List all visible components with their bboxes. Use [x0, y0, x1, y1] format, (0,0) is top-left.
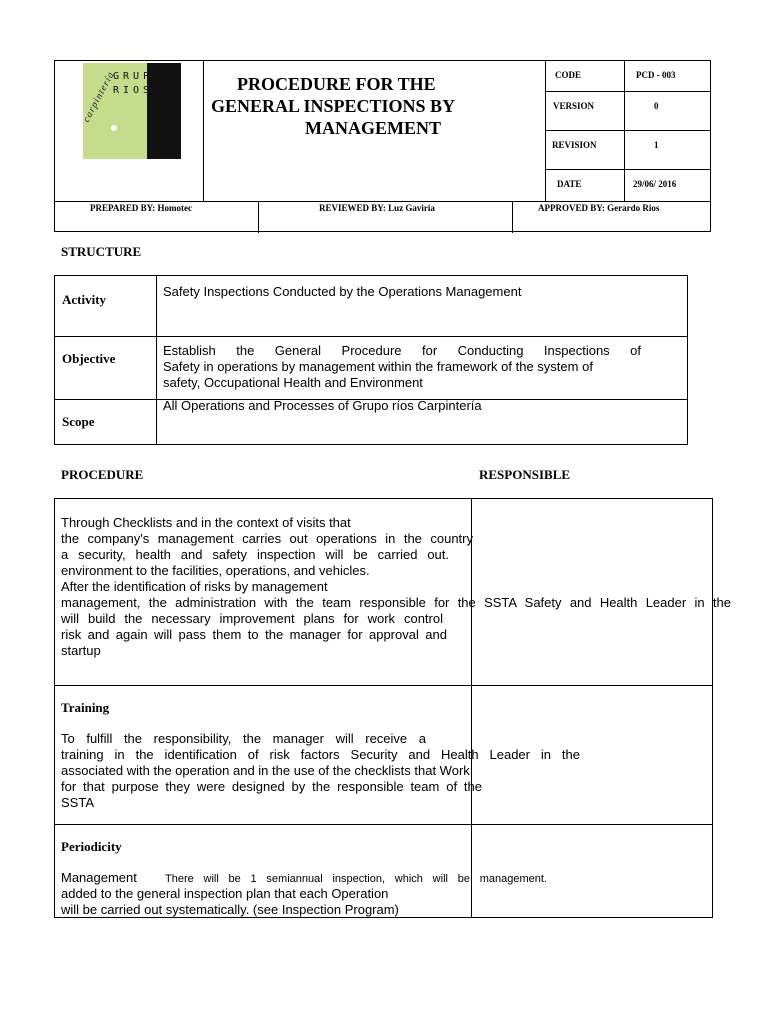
- title-line-1: PROCEDURE FOR THE: [237, 74, 436, 94]
- periodicity-label: Periodicity: [61, 839, 122, 854]
- meta-value: 29/06/ 2016: [633, 179, 677, 189]
- meta-key: REVISION: [545, 131, 625, 169]
- training-label: Training: [61, 700, 110, 715]
- objective-text: Establish the General Procedure for Conducting Inspections of Safety in operations by management within the framework of the system of safety, Occupational Health and Environment: [163, 343, 641, 390]
- scope-label: Scope: [62, 414, 95, 429]
- objective-label: Objective: [62, 351, 116, 366]
- document-meta: [545, 61, 710, 201]
- meta-value: 0: [654, 101, 659, 111]
- title-line-2: GENERAL INSPECTIONS BY: [211, 96, 456, 116]
- meta-key: VERSION: [545, 92, 625, 130]
- column-divider: [156, 276, 157, 444]
- prepared-by-cell: [55, 202, 259, 233]
- training-text: To fulfill the responsibility, the manager will receive a training in the identification of risk factors Security and Health Leader in the associated with the operation and in the use of the checklists that Work for that purpose they were designed by the responsible team of the SSTA: [61, 731, 580, 810]
- meta-row-version: [545, 92, 710, 131]
- structure-table: [54, 275, 688, 445]
- responsible-heading: RESPONSIBLE: [479, 467, 571, 482]
- title-cell: [203, 61, 546, 201]
- title-line-3: MANAGEMENT: [305, 118, 441, 138]
- meta-value: 1: [654, 140, 659, 150]
- document-header: [54, 60, 711, 232]
- reviewed-by: REVIEWED BY: Luz Gaviria: [319, 203, 435, 213]
- signature-row: [55, 201, 710, 233]
- logo-text-line2: RIOS: [113, 85, 154, 96]
- scope-text: All Operations and Processes of Grupo ríos Carpintería: [163, 398, 482, 413]
- activity-label: Activity: [62, 292, 107, 307]
- meta-key: CODE: [545, 61, 625, 91]
- row-divider: [55, 685, 712, 686]
- meta-row-revision: [545, 131, 710, 170]
- meta-row-code: [545, 61, 710, 92]
- approved-by-cell: [513, 202, 710, 233]
- procedure-block-text: Through Checklists and in the context of visits that the company's management carries out operations in the country a security, health and safety inspection will be carried out. environment to the facilities, operations, and vehicles. After the identification of risks by management management, the administration with the team responsible for the SSTA Safety and Health Leader in the will build the necessary improvement plans for work control risk and again will pass them to the manager for approval and startup: [61, 515, 731, 658]
- document-title: [203, 73, 545, 139]
- logo-dot: [111, 125, 117, 131]
- meta-row-date: [545, 170, 710, 201]
- logo-script-text: carpintería: [81, 69, 118, 125]
- activity-text: Safety Inspections Conducted by the Operations Management: [163, 284, 522, 299]
- meta-value: PCD - 003: [636, 70, 676, 80]
- prepared-by: PREPARED BY: Homotec: [90, 203, 192, 213]
- logo-cell: [55, 61, 204, 201]
- procedure-heading: PROCEDURE: [61, 467, 144, 482]
- periodicity-text: Management There will be 1 semiannual inspection, which will be management. added to the general inspection plan that each Operation will be carried out systematically. (see Inspection Program): [61, 870, 547, 917]
- reviewed-by-cell: [259, 202, 513, 233]
- structure-heading: STRUCTURE: [61, 244, 142, 259]
- logo-text-line1: GRUPO: [113, 71, 164, 82]
- row-divider: [55, 336, 687, 337]
- meta-key: DATE: [545, 170, 625, 201]
- approved-by: APPROVED BY: Gerardo Rios: [538, 203, 660, 213]
- row-divider: [55, 824, 712, 825]
